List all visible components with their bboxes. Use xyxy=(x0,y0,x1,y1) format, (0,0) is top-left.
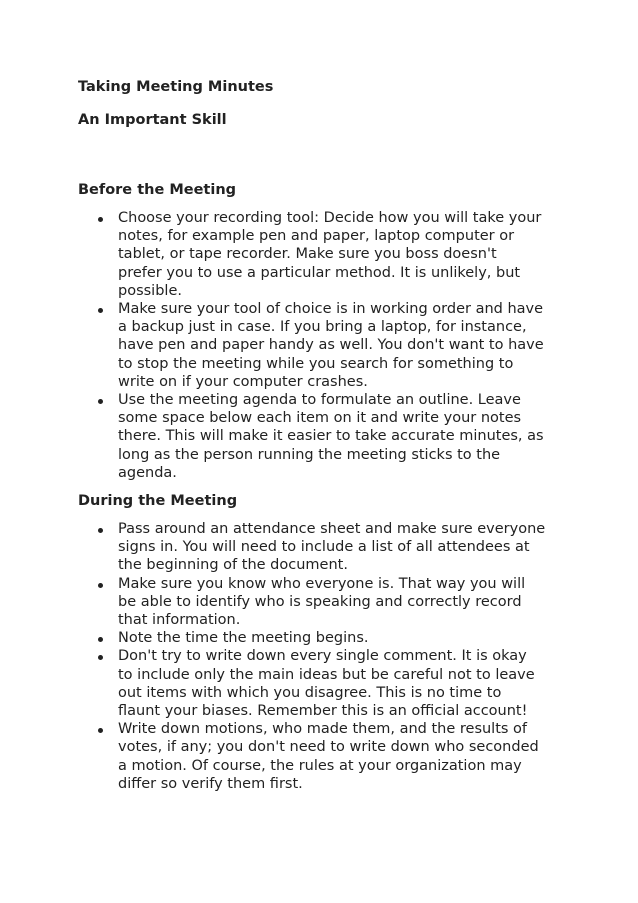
list-item-text: Choose your recording tool: Decide how you will take your notes, for example pen and paper, laptop computer or tablet, or tape recorder. Make sure you boss doesn't prefer you to use a particular method. It is unlikely, but possible. xyxy=(118,210,542,299)
list-item-text: Don't try to write down every single comment. It is okay to include only the main ideas but be careful not to leave out items with which you disagree. This is no time to flaunt your biases. Remember this is an official account! xyxy=(118,648,535,720)
during-meeting-list xyxy=(78,520,568,793)
list-item-text: Write down motions, who made them, and the results of votes, if any; you don't need to write down who seconded a motion. Of course, the rules at your organization may differ so verify them first. xyxy=(118,721,539,792)
list-item xyxy=(78,629,568,647)
bullet-icon xyxy=(98,399,103,404)
list-item-text: Use the meeting agenda to formulate an outline. Leave some space below each item on it and write your notes there. This will make it easier to take accurate minutes, as long as the person running the meeting sticks to the agenda. xyxy=(118,392,544,481)
list-item-text: Make sure you know who everyone is. That way you will be able to identify who is speaking and correctly record that information. xyxy=(118,575,526,629)
document-title: Taking Meeting Minutes xyxy=(78,79,274,95)
list-item xyxy=(78,720,568,793)
document-page xyxy=(78,78,568,793)
bullet-icon xyxy=(98,655,103,660)
list-item xyxy=(78,391,568,482)
list-item-text: Note the time the meeting begins. xyxy=(118,630,369,647)
bullet-icon xyxy=(98,308,103,313)
list-item xyxy=(78,209,568,300)
before-meeting-list xyxy=(78,209,568,482)
list-item-text: Make sure your tool of choice is in working order and have a backup just in case. If you bring a laptop, for instance, have pen and paper handy as well. You don't want to have to stop the meeting while you search for something to write on if your computer crashes. xyxy=(118,301,544,390)
list-item xyxy=(78,575,568,630)
bullet-icon xyxy=(98,728,103,733)
list-item xyxy=(78,647,568,720)
bullet-icon xyxy=(98,528,103,533)
section-heading-during-meeting: During the Meeting xyxy=(78,493,238,510)
section-heading-before-meeting: Before the Meeting xyxy=(78,182,237,198)
bullet-icon xyxy=(98,583,103,588)
document-subtitle: An Important Skill xyxy=(78,112,227,128)
list-item xyxy=(78,300,568,391)
list-item xyxy=(78,520,568,575)
bullet-icon xyxy=(98,217,103,222)
list-item-text: Pass around an attendance sheet and make sure everyone signs in. You will need to include a list of all attendees at the beginning of the document. xyxy=(118,521,546,574)
bullet-icon xyxy=(98,637,103,642)
